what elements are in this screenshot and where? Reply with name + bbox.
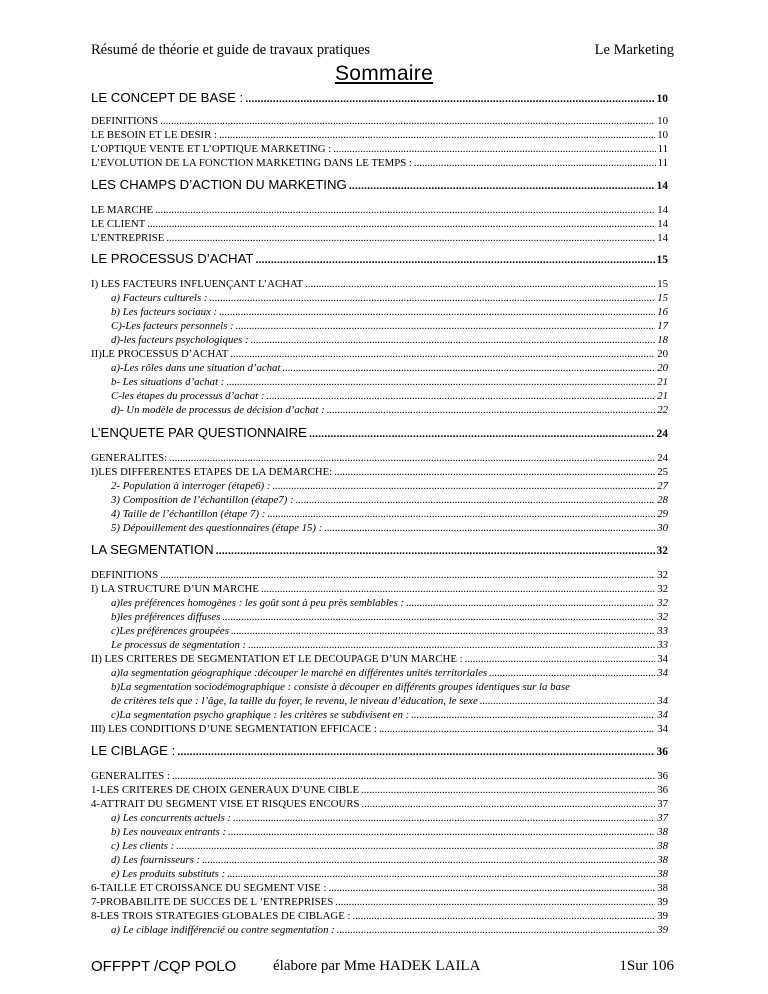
toc-entry-text: L’EVOLUTION DE LA FONCTION MARKETING DANS LE TEMPS : — [91, 157, 412, 169]
toc-page-number: 36 — [657, 784, 668, 796]
toc-leader-dots — [172, 770, 655, 782]
toc-leader-dots — [480, 695, 655, 707]
toc-page-number: 16 — [657, 306, 668, 318]
toc-page-number: 14 — [657, 204, 668, 216]
toc-page-number: 33 — [657, 625, 668, 637]
toc-entry — [91, 910, 668, 922]
toc-leader-dots — [231, 625, 655, 637]
toc-entry-text: LE CIBLAGE : — [91, 743, 176, 758]
toc-page-number: 32 — [657, 597, 668, 609]
toc-page-number: 39 — [657, 924, 668, 936]
toc-leader-dots — [147, 218, 655, 230]
toc-page-number: 32 — [657, 611, 668, 623]
toc-entry — [91, 143, 668, 155]
toc-entry-text: LE BESOIN ET LE DESIR : — [91, 129, 218, 141]
toc-entry — [91, 868, 668, 880]
toc-page-number: 38 — [657, 826, 668, 838]
toc-page-number: 39 — [657, 896, 668, 908]
toc-entry-text: LE MARCHE — [91, 204, 154, 216]
toc-entry — [91, 812, 668, 824]
toc-page-number: 11 — [657, 143, 668, 155]
toc-leader-dots — [209, 292, 655, 304]
toc-entry — [91, 798, 668, 810]
toc-leader-dots — [272, 480, 655, 492]
toc-entry-text: d)-les facteurs psychologiques : — [111, 334, 249, 346]
toc-entry — [91, 597, 668, 609]
toc-leader-dots — [219, 306, 655, 318]
toc-leader-dots — [236, 320, 656, 332]
toc-leader-dots — [233, 812, 655, 824]
toc-leader-dots — [222, 611, 655, 623]
toc-chapter-entry — [91, 90, 668, 105]
toc-entry — [91, 278, 668, 290]
toc-leader-dots — [282, 362, 655, 374]
toc-entry-text: a) Les concurrents actuels : — [111, 812, 232, 824]
toc-entry-text: a) Le ciblage indifférencié ou contre segmentation : — [111, 924, 335, 936]
toc-leader-dots — [177, 746, 654, 758]
header-left: Résumé de théorie et guide de travaux pratiques — [91, 42, 371, 58]
toc-entry — [91, 826, 668, 838]
toc-leader-dots — [335, 896, 655, 908]
toc-entry — [91, 306, 668, 318]
toc-page-number: 10 — [657, 115, 668, 127]
toc-entry — [91, 667, 668, 679]
toc-entry-text: II)LE PROCESSUS D’ACHAT — [91, 348, 229, 360]
toc-entry-text: de critères tels que : l’âge, la taille du foyer, le revenu, le niveau d’éducation, le sexe — [111, 695, 478, 707]
footer-author: élabore par Mme HADEK LAILA — [273, 958, 481, 974]
toc-entry-text: c)Les préférences groupées — [111, 625, 229, 637]
toc-entry — [91, 522, 668, 534]
toc-entry — [91, 723, 668, 735]
toc-entry-text: b- Les situations d’achat : — [111, 376, 225, 388]
toc-page-number: 34 — [657, 695, 668, 707]
toc-chapter-entry — [91, 251, 668, 266]
toc-entry-text: 4-ATTRAIT DU SEGMENT VISE ET RISQUES ENCOURS — [91, 798, 360, 810]
toc-leader-dots — [166, 232, 655, 244]
footer-left: OFFPPT /CQP POLO — [91, 958, 237, 975]
toc-entry-text: 3) Composition de l’échantillon (étape7) : — [111, 494, 294, 506]
toc-page-number: 39 — [657, 910, 668, 922]
toc-entry — [91, 292, 668, 304]
toc-entry — [91, 320, 668, 332]
toc-page-number: 37 — [657, 812, 668, 824]
toc-page-number: 34 — [657, 667, 668, 679]
toc-entry — [91, 569, 668, 581]
toc-entry-text: L’OPTIQUE VENTE ET L’OPTIQUE MARKETING : — [91, 143, 332, 155]
toc-entry — [91, 770, 668, 782]
toc-page-number: 14 — [656, 180, 668, 192]
toc-entry — [91, 494, 668, 506]
toc-entry — [91, 924, 668, 936]
toc-entry — [91, 390, 668, 402]
toc-leader-dots — [324, 522, 655, 534]
toc-entry-text: GENERALITES: — [91, 452, 168, 464]
toc-page-number: 38 — [657, 868, 668, 880]
toc-entry-text: LE CLIENT — [91, 218, 146, 230]
toc-page-number: 10 — [657, 129, 668, 141]
toc-leader-dots — [296, 494, 656, 506]
toc-entry — [91, 854, 668, 866]
toc-entry-text: LA SEGMENTATION — [91, 542, 214, 557]
toc-entry-text: a)-Les rôles dans une situation d’achat — [111, 362, 281, 374]
toc-page-number: 10 — [656, 93, 668, 105]
toc-entry — [91, 653, 668, 665]
toc-leader-dots — [333, 143, 655, 155]
toc-leader-dots — [227, 868, 655, 880]
page-title: Sommaire — [334, 62, 434, 85]
toc-chapter-entry — [91, 542, 668, 557]
toc-page-number: 14 — [657, 232, 668, 244]
toc-page-number: 15 — [656, 254, 668, 266]
toc-leader-dots — [160, 115, 655, 127]
toc-entry-text: c)La segmentation psycho graphique : les critères se subdivisent en : — [111, 709, 410, 721]
toc-entry-text: 7-PROBABILITE DE SUCCES DE L ’ENTREPRISES — [91, 896, 334, 908]
toc-leader-dots — [334, 466, 655, 478]
toc-entry — [91, 376, 668, 388]
toc-page-number: 36 — [657, 770, 668, 782]
toc-entry-text: LES CHAMPS D’ACTION DU MARKETING — [91, 177, 347, 192]
toc-page-number: 24 — [657, 452, 668, 464]
toc-entry-text-line: b)La segmentation sociodémographique : consiste à découper en différents groupes identiques sur la base — [111, 681, 570, 693]
toc-page-number: 21 — [657, 390, 668, 402]
toc-page-number: 34 — [657, 709, 668, 721]
toc-entry-text: Le processus de segmentation : — [111, 639, 247, 651]
toc-page-number: 32 — [656, 545, 668, 557]
toc-entry-text: b) Les facteurs sociaux : — [111, 306, 218, 318]
toc-entry-text: d) Les fournisseurs : — [111, 854, 201, 866]
toc-page-number: 21 — [657, 376, 668, 388]
toc-entry-text: a)les préférences homogènes : les goût sont à peu près semblables : — [111, 597, 405, 609]
toc-entry — [91, 882, 668, 894]
toc-leader-dots — [255, 254, 654, 266]
toc-entry-text: 1-LES CRITERES DE CHOIX GENERAUX D’UNE CIBLE — [91, 784, 360, 796]
toc-page-number: 32 — [657, 583, 668, 595]
toc-leader-dots — [216, 545, 655, 557]
toc-entry-text: 5) Dépouillement des questionnaires (étape 15) : — [111, 522, 323, 534]
footer-page-number: 1Sur 106 — [619, 958, 674, 974]
toc-entry — [91, 334, 668, 346]
toc-leader-dots — [349, 180, 655, 192]
toc-leader-dots — [353, 910, 656, 922]
toc-entry-text: II) LES CRITERES DE SEGMENTATION ET LE DECOUPAGE D’UN MARCHE : — [91, 653, 463, 665]
toc-entry — [91, 709, 668, 721]
toc-entry — [91, 204, 668, 216]
toc-leader-dots — [489, 667, 655, 679]
toc-page-number: 36 — [656, 746, 668, 758]
toc-chapter-entry — [91, 425, 668, 440]
toc-page-number: 14 — [657, 218, 668, 230]
toc-leader-dots — [379, 723, 655, 735]
toc-leader-dots — [160, 569, 655, 581]
toc-entry — [91, 115, 668, 127]
toc-entry-text: C)-Les facteurs personnels : — [111, 320, 234, 332]
toc-page-number: 38 — [657, 882, 668, 894]
toc-leader-dots — [266, 390, 655, 402]
toc-chapter-entry — [91, 177, 668, 192]
toc-entry — [91, 348, 668, 360]
toc-entry-text: L’ENQUETE PAR QUESTIONNAIRE — [91, 425, 307, 440]
toc-leader-dots — [261, 583, 655, 595]
toc-leader-dots — [362, 798, 656, 810]
toc-entry-text: d)- Un modèle de processus de décision d’achat : — [111, 404, 325, 416]
toc-leader-dots — [406, 597, 655, 609]
toc-entry — [91, 466, 668, 478]
toc-entry — [91, 625, 668, 637]
toc-entry — [91, 480, 668, 492]
toc-page-number: 25 — [657, 466, 668, 478]
toc-leader-dots — [305, 278, 655, 290]
toc-page-number: 32 — [657, 569, 668, 581]
toc-page-number: 20 — [657, 362, 668, 374]
toc-leader-dots — [202, 854, 655, 866]
toc-page-number: 17 — [657, 320, 668, 332]
toc-page-number: 29 — [657, 508, 668, 520]
toc-entry-text: e) Les produits substituts : — [111, 868, 226, 880]
toc-entry-text: I) LA STRUCTURE D’UN MARCHE — [91, 583, 259, 595]
toc-entry — [91, 695, 668, 707]
toc-leader-dots — [169, 452, 655, 464]
toc-entry — [91, 157, 668, 169]
toc-entry — [91, 362, 668, 374]
toc-page-number: 34 — [657, 723, 668, 735]
toc-leader-dots — [248, 639, 655, 651]
toc-page-number: 11 — [657, 157, 668, 169]
toc-entry-text: c) Les clients : — [111, 840, 175, 852]
toc-entry-text: I) LES FACTEURS INFLUENÇANT L’ACHAT — [91, 278, 304, 290]
toc-entry — [91, 896, 668, 908]
toc-entry — [91, 404, 668, 416]
toc-entry-text: C-les étapes du processus d’achat : — [111, 390, 265, 402]
toc-entry — [91, 840, 668, 852]
toc-page-number: 34 — [657, 653, 668, 665]
toc-page-number: 38 — [657, 840, 668, 852]
toc-page-number: 33 — [657, 639, 668, 651]
toc-entry-text: I)LES DIFFERENTES ETAPES DE LA DEMARCHE: — [91, 466, 333, 478]
toc-leader-dots — [228, 826, 655, 838]
toc-entry — [91, 508, 668, 520]
toc-entry — [91, 583, 668, 595]
toc-leader-dots — [465, 653, 656, 665]
toc-entry-text: DEFINITIONS — [91, 115, 159, 127]
toc-leader-dots — [328, 882, 655, 894]
toc-leader-dots — [226, 376, 655, 388]
toc-leader-dots — [176, 840, 655, 852]
toc-entry-text: b) Les nouveaux entrants : — [111, 826, 227, 838]
toc-entry-text: a)la segmentation géographique :découper le marché en différentes unités territoriales — [111, 667, 488, 679]
toc-entry — [91, 218, 668, 230]
toc-page-number: 28 — [657, 494, 668, 506]
toc-page-number: 18 — [657, 334, 668, 346]
toc-page-number: 27 — [657, 480, 668, 492]
toc-leader-dots — [219, 129, 655, 141]
toc-page-number: 24 — [656, 428, 668, 440]
toc-page-number: 20 — [657, 348, 668, 360]
toc-leader-dots — [155, 204, 655, 216]
toc-leader-dots — [337, 924, 655, 936]
toc-page-number: 15 — [657, 292, 668, 304]
toc-entry-text: b)les préférences diffuses — [111, 611, 221, 623]
toc-leader-dots — [361, 784, 655, 796]
toc-entry — [91, 611, 668, 623]
toc-entry — [91, 129, 668, 141]
toc-entry-text: LE PROCESSUS D’ACHAT — [91, 251, 254, 266]
toc-entry — [91, 452, 668, 464]
toc-entry-text: 4) Taille de l’échantillon (étape 7) : — [111, 508, 266, 520]
toc-entry — [91, 639, 668, 651]
toc-entry-text: L’ENTREPRISE — [91, 232, 165, 244]
toc-page-number: 22 — [657, 404, 668, 416]
toc-entry — [91, 232, 668, 244]
toc-entry-text: a) Facteurs culturels : — [111, 292, 208, 304]
toc-page-number: 37 — [657, 798, 668, 810]
toc-entry — [91, 784, 668, 796]
toc-leader-dots — [411, 709, 655, 721]
toc-chapter-entry — [91, 743, 668, 758]
toc-leader-dots — [327, 404, 656, 416]
toc-page-number: 15 — [657, 278, 668, 290]
toc-leader-dots — [245, 93, 654, 105]
toc-leader-dots — [309, 428, 655, 440]
toc-entry-text: 8-LES TROIS STRATEGIES GLOBALES DE CIBLAGE : — [91, 910, 351, 922]
toc-page-number: 30 — [657, 522, 668, 534]
toc-entry-text: III) LES CONDITIONS D’UNE SEGMENTATION EFFICACE : — [91, 723, 377, 735]
toc-leader-dots — [267, 508, 655, 520]
header-right: Le Marketing — [594, 42, 674, 58]
toc-leader-dots — [414, 157, 656, 169]
toc-entry-text: LE CONCEPT DE BASE : — [91, 90, 244, 105]
toc-page-number: 38 — [657, 854, 668, 866]
toc-entry-text: 2- Population à interroger (étape6) : — [111, 480, 271, 492]
toc-leader-dots — [230, 348, 655, 360]
toc-entry-text: DEFINITIONS — [91, 569, 159, 581]
toc-leader-dots — [251, 334, 656, 346]
toc-entry-text: GENERALITES : — [91, 770, 170, 782]
toc-entry-text: 6-TAILLE ET CROISSANCE DU SEGMENT VISE : — [91, 882, 327, 894]
